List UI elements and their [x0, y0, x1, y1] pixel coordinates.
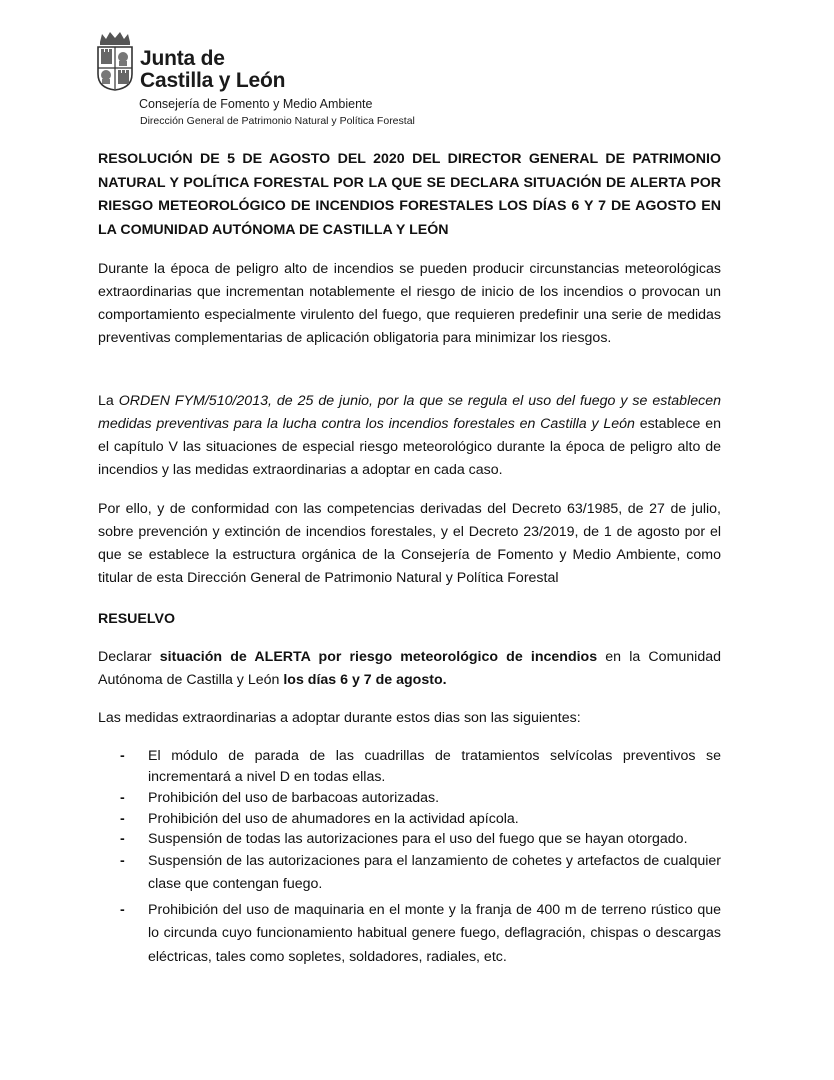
- declaration-t1: Declarar: [98, 649, 160, 665]
- brand-line-2: Castilla y León: [140, 69, 286, 92]
- paragraph-declaration: [98, 646, 721, 692]
- legal-suffix: establece en el capítulo V las situaciones de especial riesgo meteorológico durante la época de peligro alto de incendios y las medidas extraordinarias a adoptar en cada caso.: [98, 416, 721, 478]
- paragraph-intro-text: Durante la época de peligro alto de incendios se pueden producir circunstancias meteorológicas extraordinarias que incrementan notablemente el riesgo de inicio de los incendios o provocan un comportamiento especialmente virulento del fuego, que requieren predefinir una serie de medidas preventivas complementarias de aplicación obligatoria para minimizar los riesgos.: [98, 261, 721, 346]
- list-item-text: Prohibición del uso de barbacoas autorizadas.: [148, 790, 440, 806]
- list-item: [98, 809, 721, 830]
- list-marker: -: [120, 810, 125, 827]
- paragraph-competencies: [98, 498, 721, 590]
- list-marker: -: [120, 831, 125, 847]
- directorate-name: Dirección General de Patrimonio Natural y Política Forestal: [140, 115, 415, 127]
- paragraph-measures-intro-text: Las medidas extraordinarias a adoptar durante estos dias son las siguientes:: [98, 710, 581, 726]
- paragraph-declaration-text: [98, 646, 721, 692]
- list-marker: -: [120, 901, 125, 918]
- brand-line-1: Junta de: [140, 47, 225, 70]
- list-item-text: Prohibición del uso de maquinaria en el monte y la franja de 400 m de terreno rústico que lo circunda cuyo funcionamiento habitual genere fuego, deflagración, chispas o descargas eléctricas, tales como sopletes, soldadores, radiales, etc.: [148, 901, 721, 965]
- list-item: [98, 788, 721, 809]
- list-item-text: Suspensión de todas las autorizaciones para el uso del fuego que se hayan otorgado.: [148, 831, 688, 847]
- declaration-t2: en la Comunidad Autónoma de Castilla y León: [98, 649, 721, 688]
- paragraph-legal-basis: [98, 390, 721, 482]
- declaration-alert: situación de ALERTA por riesgo meteorológico de incendios: [159, 649, 598, 665]
- list-marker: -: [120, 790, 125, 806]
- department-name: Consejería de Fomento y Medio Ambiente: [139, 97, 373, 111]
- order-reference: ORDEN FYM/510/2013, de 25 de junio, por la que se regula el uso del fuego y se establecen medidas preventivas para la lucha contra los incendios forestales en Castilla y León: [98, 393, 721, 432]
- list-item: [98, 899, 721, 970]
- list-item-text: Suspensión de las autorizaciones para el lanzamiento de cohetes y artefactos de cualquier clase que contengan fuego.: [148, 852, 721, 892]
- list-item-text: El módulo de parada de las cuadrillas de tratamientos selvícolas preventivos se incrementará a nivel D en todas ellas.: [148, 748, 721, 785]
- paragraph-competencies-text: Por ello, y de conformidad con las competencias derivadas del Decreto 63/1985, de 27 de julio, sobre prevención y extinción de incendios forestales, y el Decreto 23/2019, de 1 de agosto por el que se establece la estructura orgánica de la Consejería de Fomento y Medio Ambiente, como titular de esta Dirección General de Patrimonio Natural y Política Forestal: [98, 501, 721, 586]
- paragraph-intro: [98, 258, 721, 350]
- brand-name: [140, 48, 285, 92]
- measures-list: [98, 746, 721, 971]
- list-item: [98, 746, 721, 787]
- paragraph-legal-basis-text: [98, 390, 721, 482]
- letterhead: [94, 30, 514, 134]
- legal-prefix: La: [98, 393, 119, 409]
- list-item: [98, 850, 721, 897]
- resolution-title: RESOLUCIÓN DE 5 DE AGOSTO DEL 2020 DEL DIRECTOR GENERAL DE PATRIMONIO NATURAL Y POLÍTICA FORESTAL POR LA QUE SE DECLARA SITUACIÓN DE ALERTA POR RIESGO METEOROLÓGICO DE INCENDIOS FORESTALES LOS DÍAS 6 Y 7 DE AGOSTO EN LA COMUNIDAD AUTÓNOMA DE CASTILLA Y LEÓN: [98, 151, 721, 238]
- coat-of-arms-icon: [94, 30, 136, 92]
- declaration-dates: los días 6 y 7 de agosto.: [283, 672, 447, 688]
- paragraph-measures-intro: [98, 707, 721, 730]
- list-item: [98, 829, 721, 850]
- resuelvo-heading: RESUELVO: [98, 611, 175, 627]
- list-item-text: Prohibición del uso de ahumadores en la actividad apícola.: [148, 810, 519, 827]
- list-marker: -: [120, 748, 125, 764]
- list-marker: -: [120, 852, 125, 869]
